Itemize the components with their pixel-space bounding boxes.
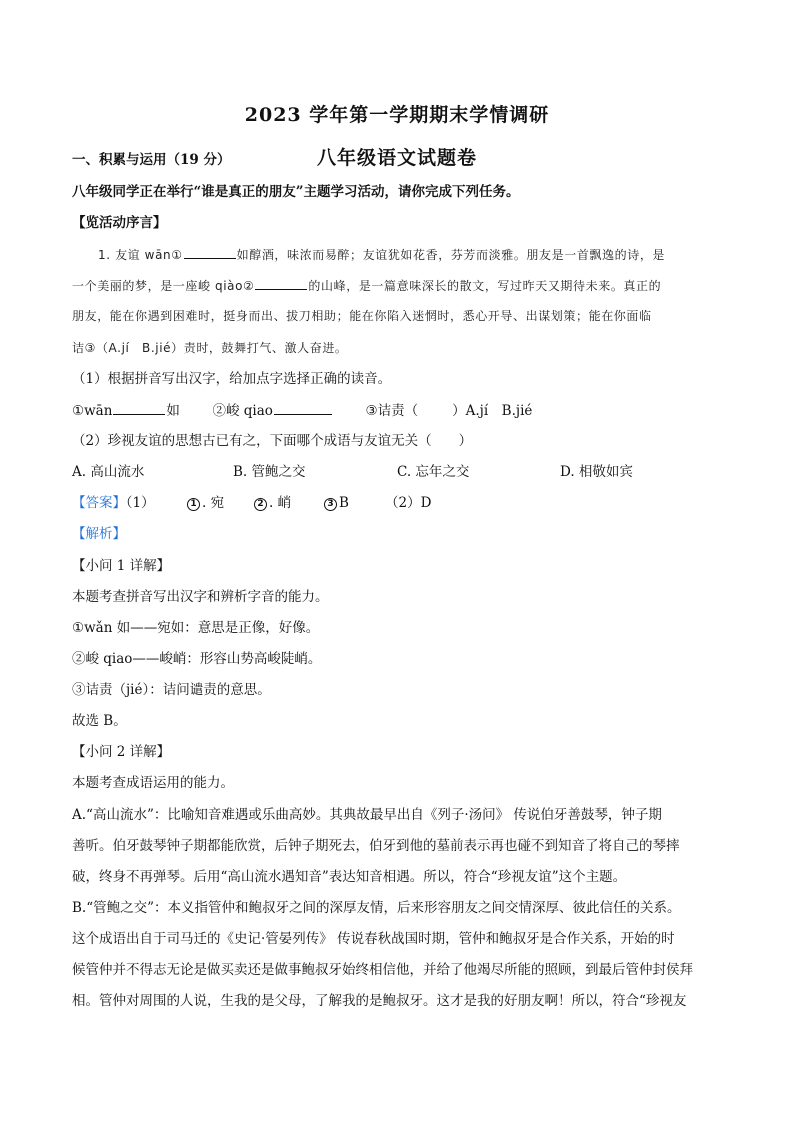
answer-2: 2 . 峭: [254, 494, 291, 512]
answer-3: 3 B: [324, 494, 349, 512]
activity-tag: 【览活动序言】: [72, 215, 167, 231]
option-d[interactable]: D. 相敬如宾: [560, 464, 633, 480]
sub1-line: 本题考查拼音写出汉字和辨析字音的能力。: [72, 589, 329, 605]
option-a[interactable]: A. 高山流水: [72, 464, 145, 480]
analysis-label: 【解析】: [72, 526, 126, 542]
sub2-heading: 【小问 2 详解】: [72, 744, 171, 760]
question-1-text: （1）根据拼音写出汉字，给加点字选择正确的读音。: [72, 371, 392, 387]
answer-blank-1[interactable]: [184, 245, 236, 259]
sub1-line: ③诘责（jié）：诘问谴责的意思。: [72, 682, 271, 698]
sub2-line: 破，终身不再弹琴。后用“高山流水遇知音”表达知音相遇。所以，符合“珍视友谊”这个主题。: [72, 869, 627, 885]
sub1-line: ①wǎn 如——宛如：意思是正像，好像。: [72, 620, 320, 636]
answer-row: [72, 494, 724, 512]
question-2-text: （2）珍视友谊的思想古已有之，下面哪个成语与友谊无关（ ）: [72, 433, 473, 449]
question-1-items: ①wān 如 ②峻 qiao ③诘责（ ）A.jí B.jié: [72, 403, 533, 419]
answer-blank-2[interactable]: [255, 276, 307, 290]
sub2-line: 候管仲并不得志无论是做买卖还是做事鲍叔牙始终相信他，并给了他竭尽所能的照顾，到最后管仲封侯拜: [72, 962, 693, 978]
passage-line-3: 朋友，能在你遇到困难时，挺身而出、拔刀相助；能在你陷入迷惘时，悉心开导、出谋划策；能在你面临: [72, 309, 652, 323]
question-2-options: [72, 463, 724, 481]
passage-line-2: 一个美丽的梦，是一座峻 qiào② 的山峰，是一篇意味深长的散文，写过昨天又期待未来。真正的: [72, 276, 724, 295]
sub2-line: 这个成语出自于司马迁的《史记·管晏列传》 传说春秋战国时期，管仲和鲍叔牙是合作关系，开始的时: [72, 931, 675, 947]
section-intro: 八年级同学正在举行“谁是真正的朋友”主题学习活动，请你完成下列任务。: [72, 184, 520, 200]
sub2-line: 本题考查成语运用的能力。: [72, 775, 234, 791]
sub1-line: ②峻 qiao——峻峭：形容山势高峻陡峭。: [72, 651, 322, 667]
sub2-line: 相。管仲对周围的人说，生我的是父母，了解我的是鲍叔牙。这才是我的好朋友啊！所以，符合“珍视友: [72, 993, 687, 1009]
answer-part-1: （1）: [119, 495, 155, 511]
answer-blank-wan[interactable]: [113, 401, 165, 415]
answer-label: 【答案】: [72, 495, 126, 511]
sub1-line: 故选 B。: [72, 713, 127, 729]
answer-1: 1 . 宛: [187, 494, 224, 512]
answer-blank-qiao[interactable]: [274, 401, 332, 415]
sub2-line: 善听。伯牙鼓琴钟子期都能欣赏，后钟子期死去，伯牙到他的墓前表示再也碰不到知音了将自己的琴摔: [72, 838, 680, 854]
passage-line-1: 1. 友谊 wān① 如醇酒，味浓而易醉；友谊犹如花香，芬芳而淡雅。朋友是一首飘逸的诗，是: [98, 245, 750, 264]
exam-subtitle: 八年级语文试题卷: [316, 147, 477, 169]
option-b[interactable]: B. 管鲍之交: [233, 464, 306, 480]
sub2-line: A.“高山流水”：比喻知音难遇或乐曲高妙。其典故最早出自《列子·汤问》 传说伯牙善鼓琴，钟子期: [72, 807, 662, 823]
sub1-heading: 【小问 1 详解】: [72, 558, 171, 574]
section-heading: 一、积累与运用（19 分）: [72, 152, 231, 168]
option-c[interactable]: C. 忘年之交: [397, 464, 470, 480]
exam-title: 2023 学年第一学期期末学情调研: [244, 104, 550, 126]
answer-part-2: （2）D: [385, 495, 432, 511]
sub2-line: B.“管鲍之交”：本义指管仲和鲍叔牙之间的深厚友情，后来形容朋友之间交情深厚、彼此信任的关系。: [72, 900, 681, 916]
passage-line-4: 诘③（A.jí B.jié）责时，鼓舞打气、激人奋进。: [72, 341, 348, 355]
